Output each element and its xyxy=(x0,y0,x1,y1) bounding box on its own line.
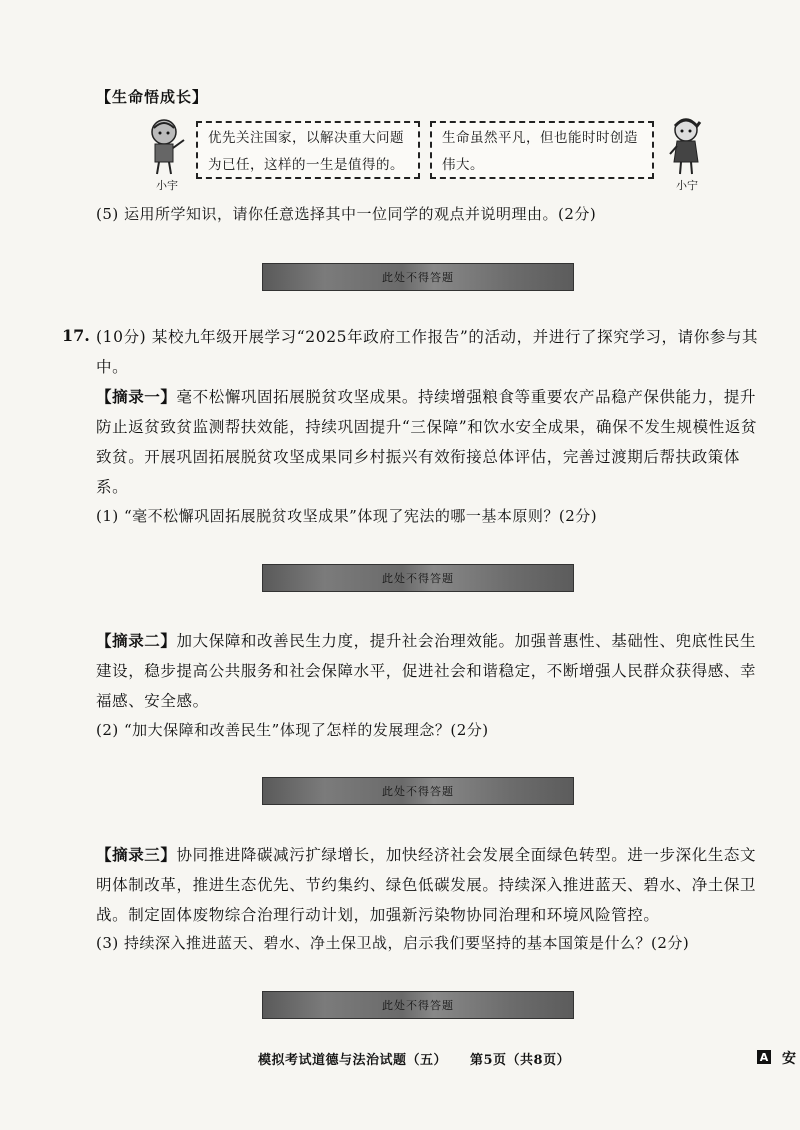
footer-edge-char: 安 xyxy=(782,1051,797,1067)
question-17-1: (1) “毫不松懈巩固拓展脱贫攻坚成果”体现了宪法的哪一基本原则？(2分) xyxy=(96,507,598,525)
speech-bubble-right: 生命虽然平凡，但也能时时创造伟大。 xyxy=(430,121,654,179)
excerpt-2 xyxy=(96,626,766,716)
kid-name-right: 小宁 xyxy=(676,179,698,192)
speech-bubble-left: 优先关注国家，以解决重大问题为已任，这样的一生是值得的。 xyxy=(196,121,420,179)
life-section-heading: 【生命悟成长】 xyxy=(96,88,209,106)
excerpt-3 xyxy=(96,840,766,930)
excerpt-3-text: 协同推进降碳减污扩绿增长，加快经济社会发展全面绿色转型。进一步深化生态文明体制改革，推进生态优先、节约集约、绿色低碳发展。持续深入推进蓝天、碧水、净土保卫战。制定固体废物综合治理行动计划，加强新污染物协同治理和环境风险管控。 xyxy=(96,846,757,924)
no-answer-zone: 此处不得答题 xyxy=(262,991,574,1019)
no-answer-zone: 此处不得答题 xyxy=(262,564,574,592)
question-17-3: (3) 持续深入推进蓝天、碧水、净土保卫战，启示我们要坚持的基本国策是什么？(2分) xyxy=(96,934,690,952)
kid-name-left: 小宇 xyxy=(156,179,178,192)
excerpt-1-text: 毫不松懈巩固拓展脱贫攻坚成果。持续增强粮食等重要农产品稳产保供能力，提升防止返贫致贫监测帮扶效能，持续巩固提升“三保障”和饮水安全成果，确保不发生规模性返贫致贫。开展巩固拓展脱贫攻坚成果同乡村振兴有效衔接总体评估，完善过渡期后帮扶政策体系。 xyxy=(96,388,758,496)
excerpt-2-label: 【摘录二】 xyxy=(96,631,177,650)
question-5: (5) 运用所学知识，请你任意选择其中一位同学的观点并说明理由。(2分) xyxy=(96,205,597,223)
excerpt-1-label: 【摘录一】 xyxy=(96,387,177,406)
no-answer-zone: 此处不得答题 xyxy=(262,263,574,291)
question-17-2: (2) “加大保障和改善民生”体现了怎样的发展理念？(2分) xyxy=(96,721,489,739)
excerpt-2-text: 加大保障和改善民生力度，提升社会治理效能。加强普惠性、基础性、兜底性民生建设，稳步提高公共服务和社会保障水平，促进社会和谐稳定，不断增强人民群众获得感、幸福感、安全感。 xyxy=(96,632,757,710)
question-intro: (10分) 某校九年级开展学习“2025年政府工作报告”的活动，并进行了探究学习，请你参与其中。 xyxy=(96,328,759,376)
kid-illustration-left xyxy=(146,118,192,176)
footer-title: 模拟考试道德与法治试题（五） xyxy=(258,1053,448,1068)
excerpt-3-label: 【摘录三】 xyxy=(96,845,177,864)
no-answer-zone: 此处不得答题 xyxy=(262,777,574,805)
paper-type-badge: A xyxy=(757,1050,771,1064)
excerpt-1 xyxy=(96,382,766,502)
kid-illustration-right xyxy=(664,116,710,176)
question-number: 17. xyxy=(62,326,90,345)
footer-page-number: 第5页（共8页） xyxy=(470,1053,571,1068)
